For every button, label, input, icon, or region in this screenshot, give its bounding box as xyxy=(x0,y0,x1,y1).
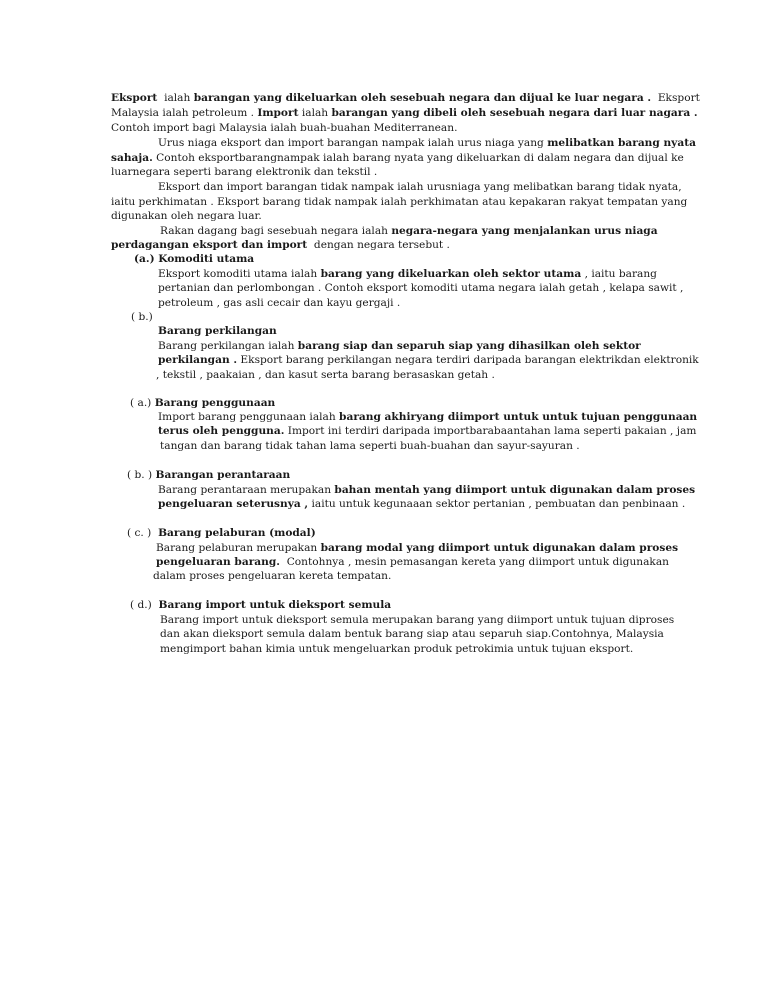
para-1-line-3: Contoh import bagi Malaysia ialah buah-buahan Mediterranean. xyxy=(111,122,458,134)
term-eksport: Eksport xyxy=(111,92,158,104)
perantaraan-line-2: pengeluaran seterusnya , iaitu untuk kegunaaan sektor pertanian , pembuatan dan penbinaan . xyxy=(158,498,686,510)
para-4-line-2: perdagangan eksport dan import dengan negara tersebut . xyxy=(111,239,450,251)
perkilangan-line-2: perkilangan . Eksport barang perkilangan negara terdiri daripada barangan elektrikdan elektronik xyxy=(158,354,699,366)
perkilangan-line-1: Barang perkilangan ialah barang siap dan separuh siap yang dihasilkan oleh sektor xyxy=(158,340,641,352)
para-3-line-2: iaitu perkhimatan . Eksport barang tidak nampak ialah perkhimatan atau kepakaran rakyat tempatan yang xyxy=(111,196,688,208)
para-2-line-3: luarnegara seperti barang elektronik dan tekstil . xyxy=(111,166,378,178)
section-marker-perkilangan: ( b.) xyxy=(131,311,153,323)
para-3-line-3: digunakan oleh negara luar. xyxy=(111,210,262,222)
penggunaan-line-2: terus oleh pengguna. Import ini terdiri daripada importbarabaantahan lama seperti pakaian , jam xyxy=(158,425,697,437)
komoditi-line-3: petroleum , gas asli cecair dan kayu gergaji . xyxy=(158,297,401,309)
perantaraan-line-1: Barang perantaraan merupakan bahan mentah yang diimport untuk digunakan dalam proses xyxy=(158,484,696,496)
definition-import: barangan yang dibeli oleh sesebuah negara dari luar nagara . xyxy=(331,107,698,119)
para-1-line-1: Eksport ialah barangan yang dikeluarkan oleh sesebuah negara dan dijual ke luar negara . Eksport xyxy=(111,92,700,104)
section-heading-perantaraan: ( b. ) Barangan perantaraan xyxy=(127,469,291,481)
penggunaan-line-3: tangan dan barang tidak tahan lama seperti buah-buahan dan sayur-sayuran . xyxy=(160,440,580,452)
perkilangan-line-3: , tekstil , paakaian , dan kasut serta barang berasaskan getah . xyxy=(156,369,495,381)
section-heading-perkilangan: Barang perkilangan xyxy=(158,325,277,337)
komoditi-line-1: Eksport komoditi utama ialah barang yang dikeluarkan oleh sektor utama , iaitu barang xyxy=(158,268,657,280)
term-import: Import xyxy=(257,107,299,119)
pelaburan-line-2: pengeluaran barang. Contohnya , mesin pemasangan kereta yang diimport untuk digunakan xyxy=(156,556,669,568)
definition-eksport: barangan yang dikeluarkan oleh sesebuah negara dan dijual ke luar negara . xyxy=(193,92,652,104)
penggunaan-line-1: Import barang penggunaan ialah barang akhiryang diimport untuk untuk tujuan penggunaan xyxy=(158,411,698,423)
section-heading-eksport-semula: ( d.) Barang import untuk dieksport semula xyxy=(130,599,392,611)
section-heading-penggunaan: ( a.) Barang penggunaan xyxy=(130,397,276,409)
para-3-line-1: Eksport dan import barangan tidak nampak ialah urusniaga yang melibatkan barang tidak nyata, xyxy=(158,181,682,193)
para-2-line-1: Urus niaga eksport dan import barangan nampak ialah urus niaga yang melibatkan barang nyata xyxy=(158,137,696,149)
pelaburan-line-1: Barang pelaburan merupakan barang modal yang diimport untuk digunakan dalam proses xyxy=(156,542,679,554)
komoditi-line-2: pertanian dan perlombongan . Contoh eksport komoditi utama negara ialah getah , kelapa sawit , xyxy=(158,282,684,294)
section-heading-pelaburan: ( c. ) Barang pelaburan (modal) xyxy=(127,527,316,539)
para-2-line-2: sahaja. Contoh eksportbarangnampak ialah barang nyata yang dikeluarkan di dalam negara dan dijual ke xyxy=(111,152,684,164)
eksport-semula-line-1: Barang import untuk dieksport semula merupakan barang yang diimport untuk tujuan diproses xyxy=(160,614,675,626)
eksport-semula-line-2: dan akan dieksport semula dalam bentuk barang siap atau separuh siap.Contohnya, Malaysia xyxy=(160,628,664,640)
para-1-line-2: Malaysia ialah petroleum . Import ialah barangan yang dibeli oleh sesebuah negara dari luar nagara . xyxy=(111,107,698,119)
eksport-semula-line-3: mengimport bahan kimia untuk mengeluarkan produk petrokimia untuk tujuan eksport. xyxy=(160,643,634,655)
para-4-line-1: Rakan dagang bagi sesebuah negara ialah negara-negara yang menjalankan urus niaga xyxy=(160,225,658,237)
pelaburan-line-3: dalam proses pengeluaran kereta tempatan. xyxy=(153,570,392,582)
section-heading-komoditi-utama: (a.) Komoditi utama xyxy=(134,253,255,265)
